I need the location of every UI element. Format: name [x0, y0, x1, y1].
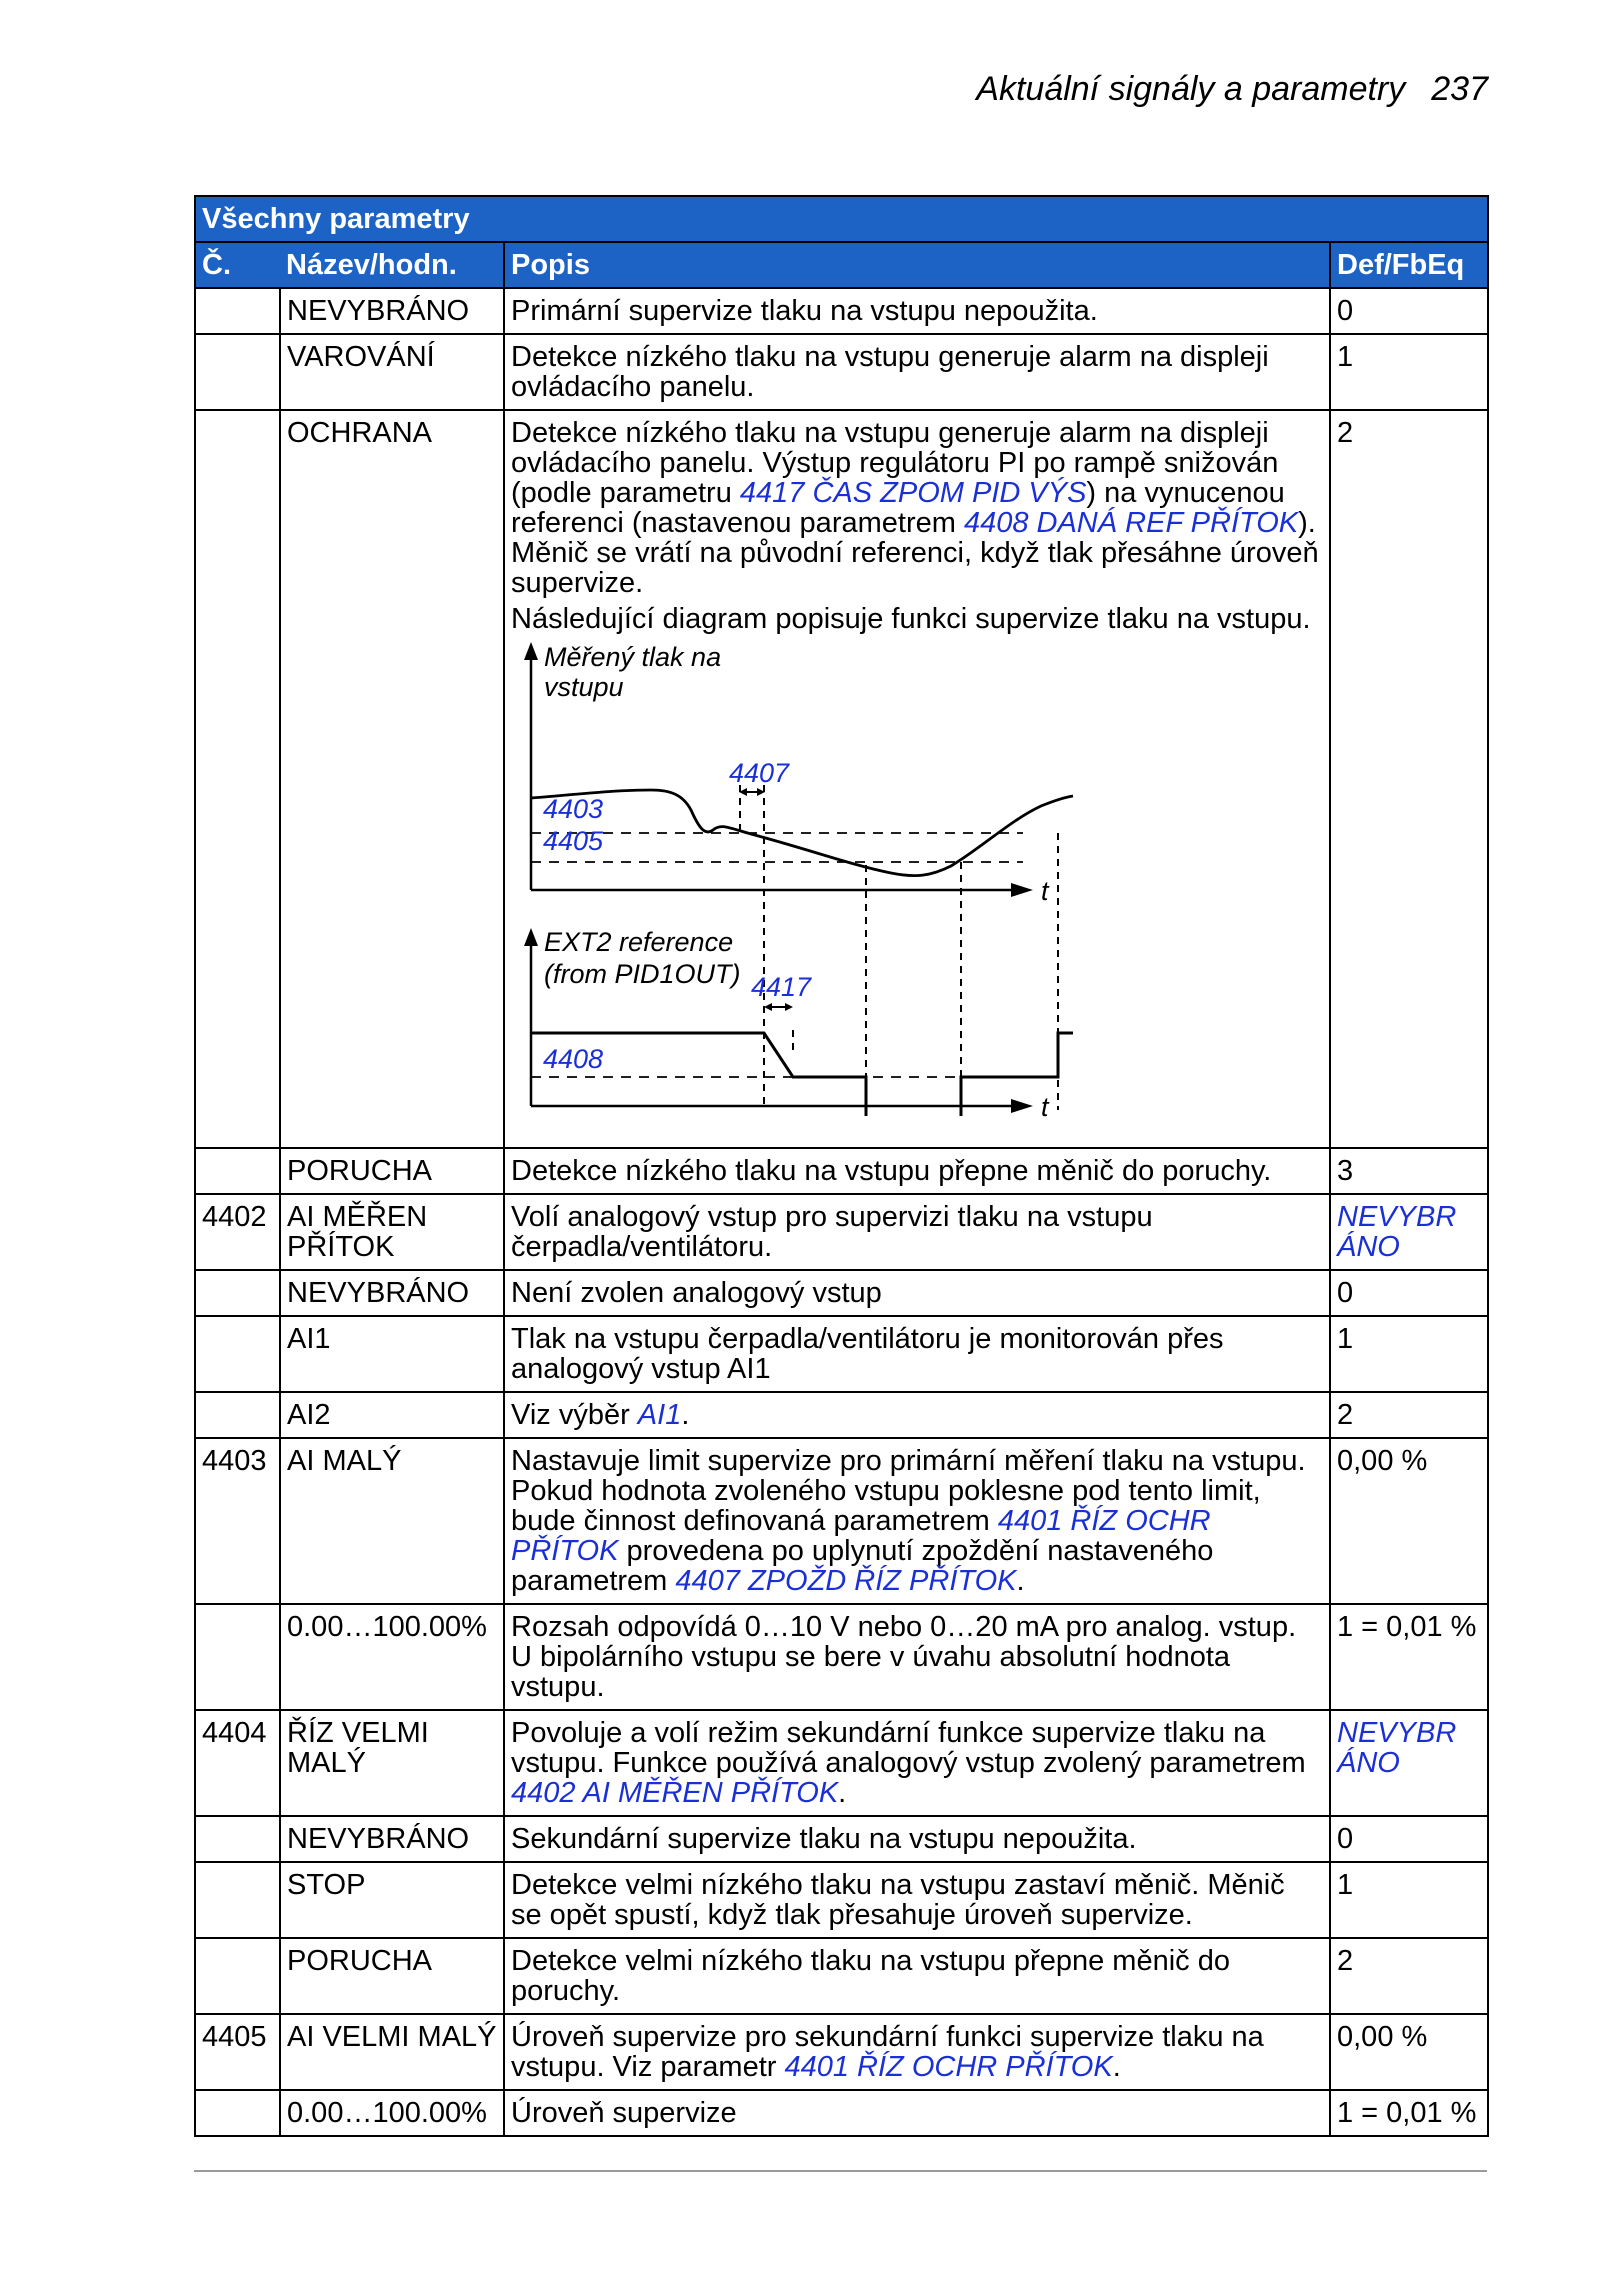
parameters-table [194, 195, 1489, 2137]
bottom-axis-label-line2: (from PID1OUT) [544, 959, 741, 989]
description-text: Primární supervize tlaku na vstupu nepoužita. [511, 295, 1098, 327]
table-row [195, 1710, 1488, 1816]
description-paragraph [511, 2022, 1323, 2082]
description-text: ). Měnič se vrátí na původní referenci, když tlak přesáhne úroveň supervize. [511, 507, 1319, 599]
param-name: NEVYBRÁNO [280, 288, 504, 334]
description-text: Volí analogový vstup pro supervizi tlaku na vstupu čerpadla/ventilátoru. [511, 1201, 1153, 1263]
param-name: PORUCHA [280, 1938, 504, 2014]
param-description [504, 1392, 1330, 1438]
description-text: Povoluje a volí režim sekundární funkce supervize tlaku na vstupu. Funkce používá analogový vstup zvolený parametrem [511, 1717, 1306, 1779]
label-4403: 4403 [543, 794, 604, 824]
description-text: Detekce nízkého tlaku na vstupu generuje alarm na displeji ovládacího panelu. [511, 341, 1269, 403]
description-paragraph [511, 604, 1323, 634]
description-paragraph [511, 2098, 1323, 2128]
parameter-link[interactable]: AI1 [637, 1399, 682, 1431]
column-header-name: Název/hodn. [280, 242, 504, 288]
table-row [195, 2014, 1488, 2090]
table-row [195, 1438, 1488, 1604]
param-name: 0.00…100.00% [280, 2090, 504, 2136]
param-name: AI VELMI MALÝ [280, 2014, 504, 2090]
arrow-left-icon [764, 1003, 772, 1011]
param-default: 3 [1330, 1148, 1488, 1194]
top-axis-label-line1: Měřený tlak na [544, 642, 722, 672]
footer-divider [194, 2170, 1487, 2172]
param-name: PORUCHA [280, 1148, 504, 1194]
param-description [504, 288, 1330, 334]
description-paragraph [511, 418, 1323, 598]
description-text: Sekundární supervize tlaku na vstupu nepoužita. [511, 1823, 1137, 1855]
description-text: . [1112, 2051, 1121, 2083]
table-row [195, 1862, 1488, 1938]
table-row [195, 1194, 1488, 1270]
param-name: NEVYBRÁNO [280, 1816, 504, 1862]
description-paragraph [511, 1718, 1323, 1808]
param-description [504, 1710, 1330, 1816]
param-description [504, 1194, 1330, 1270]
param-default: 2 [1330, 1938, 1488, 2014]
description-paragraph [511, 1824, 1323, 1854]
parameter-link[interactable]: 4402 AI MĚŘEN PŘÍTOK [511, 1777, 839, 1809]
description-text: . [1016, 1565, 1025, 1597]
top-x-axis-arrow-icon [1011, 883, 1033, 897]
param-description [504, 1938, 1330, 2014]
column-header-def: Def/FbEq [1330, 242, 1488, 288]
description-paragraph [511, 1156, 1323, 1186]
description-paragraph [511, 1324, 1323, 1384]
description-text: Detekce nízkého tlaku na vstupu přepne měnič do poruchy. [511, 1155, 1272, 1187]
description-text: Detekce velmi nízkého tlaku na vstupu zastaví měnič. Měnič se opět spustí, když tlak přesahuje úroveň supervize. [511, 1869, 1285, 1931]
description-text: Není zvolen analogový vstup [511, 1277, 882, 1309]
table-row [195, 1816, 1488, 1862]
description-text: Detekce nízkého tlaku na vstupu generuje alarm na displeji ovládacího panelu. Výstup regulátoru PI po rampě snižován (podle parametru [511, 417, 1279, 509]
param-number [195, 1938, 280, 2014]
description-paragraph [511, 1612, 1323, 1702]
param-default: 0,00 % [1330, 2014, 1488, 2090]
param-number [195, 288, 280, 334]
column-header-no: Č. [195, 242, 280, 288]
table-title: Všechny parametry [195, 196, 1488, 242]
param-number: 4405 [195, 2014, 280, 2090]
parameter-link[interactable]: 4408 DANÁ REF PŘÍTOK [963, 507, 1299, 539]
param-default: 2 [1330, 410, 1488, 1148]
param-number [195, 2090, 280, 2136]
param-number [195, 1604, 280, 1710]
param-number [195, 1316, 280, 1392]
description-paragraph [511, 1870, 1323, 1930]
bottom-axis-label-line1: EXT2 reference [544, 927, 734, 957]
description-paragraph [511, 1278, 1323, 1308]
label-4417: 4417 [751, 972, 812, 1002]
parameter-link[interactable]: 4417 ČAS ZPOM PID VÝS [739, 477, 1087, 509]
top-t-label: t [1041, 876, 1049, 906]
description-paragraph [511, 1446, 1323, 1596]
description-text: ) na vynucenou referenci (nastavenou parametrem [511, 477, 1285, 539]
top-graph [524, 642, 1073, 906]
section-title: Aktuální signály a parametry [976, 70, 1406, 108]
param-default: 1 = 0,01 % [1330, 1604, 1488, 1710]
param-number [195, 1148, 280, 1194]
bottom-t-label: t [1041, 1092, 1049, 1122]
param-description [504, 1438, 1330, 1604]
parameter-link[interactable]: 4401 ŘÍZ OCHR PŘÍTOK [784, 2051, 1113, 2083]
param-default: 1 [1330, 1862, 1488, 1938]
parameter-link[interactable]: 4407 ZPOŽD ŘÍZ PŘÍTOK [675, 1565, 1017, 1597]
param-name: STOP [280, 1862, 504, 1938]
table-row [195, 1316, 1488, 1392]
top-axis-label-line2: vstupu [544, 672, 624, 702]
param-description [504, 2090, 1330, 2136]
table-row [195, 1270, 1488, 1316]
table-row [195, 1938, 1488, 2014]
param-number [195, 410, 280, 1148]
param-default: 1 [1330, 1316, 1488, 1392]
label-4407: 4407 [729, 758, 790, 788]
param-name: AI MALÝ [280, 1438, 504, 1604]
arrow-right-icon [785, 1003, 793, 1011]
param-default[interactable]: NEVYBR ÁNO [1330, 1710, 1488, 1816]
param-name: VAROVÁNÍ [280, 334, 504, 410]
bottom-graph [524, 927, 1073, 1122]
parameter-link[interactable]: 4401 ŘÍZ OCHR PŘÍTOK [511, 1505, 1211, 1567]
param-default: 0,00 % [1330, 1438, 1488, 1604]
page-header [976, 70, 1488, 109]
description-text: . [681, 1399, 690, 1431]
description-paragraph [511, 1400, 1323, 1430]
param-number [195, 334, 280, 410]
param-description [504, 410, 1330, 1148]
param-description [504, 1316, 1330, 1392]
description-text: Rozsah odpovídá 0…10 V nebo 0…20 mA pro analog. vstup. U bipolárního vstupu se bere v úvahu absolutní hodnota vstupu. [511, 1611, 1297, 1703]
description-text: Viz výběr [511, 1399, 638, 1431]
description-text: Tlak na vstupu čerpadla/ventilátoru je monitorován přes analogový vstup AI1 [511, 1323, 1224, 1385]
description-text: Následující diagram popisuje funkci supervize tlaku na vstupu. [511, 603, 1311, 635]
param-name: AI2 [280, 1392, 504, 1438]
param-description [504, 1270, 1330, 1316]
table-row [195, 2090, 1488, 2136]
description-text: Detekce velmi nízkého tlaku na vstupu přepne měnič do poruchy. [511, 1945, 1230, 2007]
table-row [195, 410, 1488, 1148]
param-number [195, 1816, 280, 1862]
param-default: 0 [1330, 1270, 1488, 1316]
table-row [195, 1604, 1488, 1710]
param-name: AI MĚŘEN PŘÍTOK [280, 1194, 504, 1270]
param-number: 4403 [195, 1438, 280, 1604]
pressure-supervision-diagram [511, 640, 1311, 1140]
param-default: 1 [1330, 334, 1488, 410]
description-paragraph [511, 1946, 1323, 2006]
page-number: 237 [1431, 70, 1488, 108]
param-default[interactable]: NEVYBR ÁNO [1330, 1194, 1488, 1270]
table-row [195, 288, 1488, 334]
top-y-axis-arrow-icon [524, 642, 538, 660]
description-paragraph [511, 1202, 1323, 1262]
description-text: Úroveň supervize [511, 2097, 737, 2129]
param-default: 2 [1330, 1392, 1488, 1438]
param-default: 0 [1330, 288, 1488, 334]
description-text: provedena po uplynutí zpoždění nastaveného parametrem [511, 1535, 1214, 1597]
param-name: 0.00…100.00% [280, 1604, 504, 1710]
param-number: 4404 [195, 1710, 280, 1816]
description-text: . [838, 1777, 847, 1809]
param-default: 1 = 0,01 % [1330, 2090, 1488, 2136]
bottom-x-axis-arrow-icon [1011, 1099, 1033, 1113]
param-name: NEVYBRÁNO [280, 1270, 504, 1316]
param-name: ŘÍZ VELMI MALÝ [280, 1710, 504, 1816]
label-4405: 4405 [543, 826, 604, 856]
table-row [195, 1392, 1488, 1438]
label-4408: 4408 [543, 1044, 604, 1074]
param-description [504, 1148, 1330, 1194]
param-name: OCHRANA [280, 410, 504, 1148]
param-default: 0 [1330, 1816, 1488, 1862]
param-description [504, 2014, 1330, 2090]
bottom-y-axis-arrow-icon [524, 928, 538, 946]
description-paragraph [511, 342, 1323, 402]
table-row [195, 1148, 1488, 1194]
param-description [504, 1816, 1330, 1862]
param-number [195, 1862, 280, 1938]
table-row [195, 334, 1488, 410]
param-name: AI1 [280, 1316, 504, 1392]
description-text: Nastavuje limit supervize pro primární měření tlaku na vstupu. Pokud hodnota zvoleného vstupu poklesne pod tento limit, bude činnost definovaná parametrem [511, 1445, 1306, 1537]
description-text: Úroveň supervize pro sekundární funkci supervize tlaku na vstupu. Viz parametr [511, 2021, 1264, 2083]
param-number [195, 1270, 280, 1316]
param-number: 4402 [195, 1194, 280, 1270]
param-description [504, 1604, 1330, 1710]
param-description [504, 1862, 1330, 1938]
param-description [504, 334, 1330, 410]
column-header-desc: Popis [504, 242, 1330, 288]
param-number [195, 1392, 280, 1438]
description-paragraph [511, 296, 1323, 326]
